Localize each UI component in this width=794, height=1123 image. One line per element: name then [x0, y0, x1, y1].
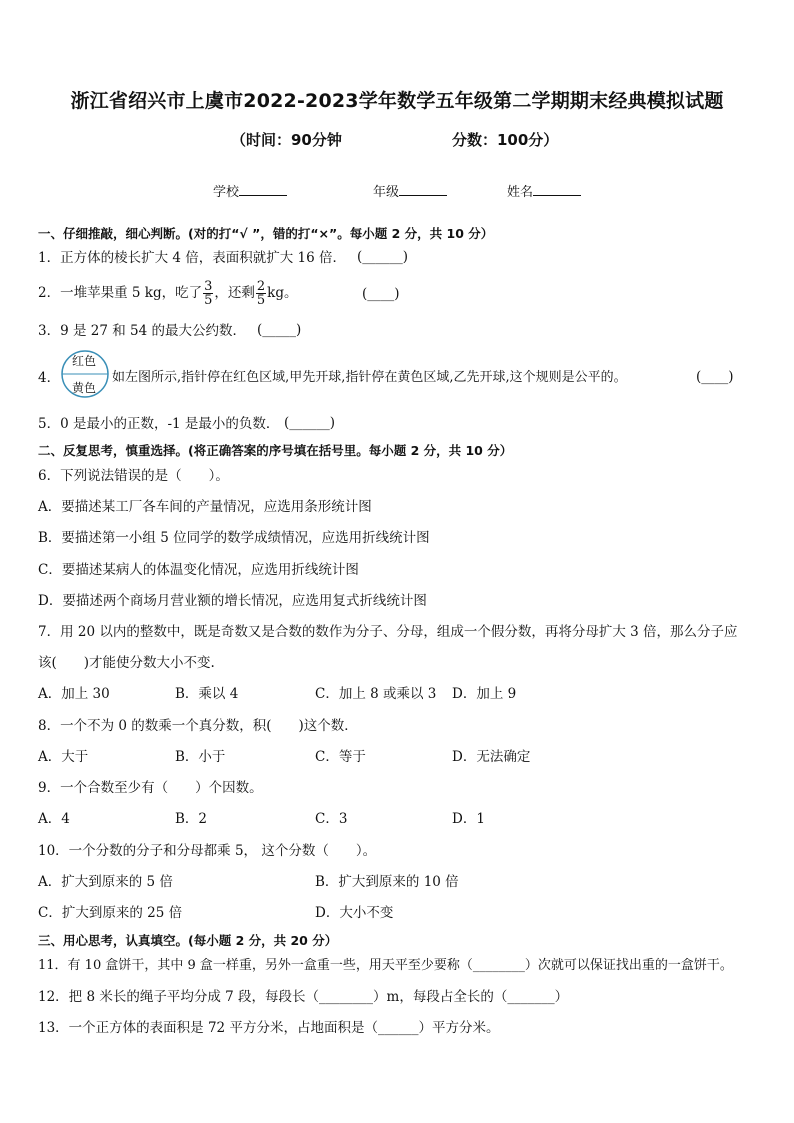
q2-frac1-numerator: 3 [204, 279, 213, 294]
q2-frac1-denominator: 5 [204, 293, 213, 308]
q2-fraction-left [256, 280, 266, 307]
q9-option-b[interactable]: B．2 [175, 811, 208, 827]
q10-text: 10．一个分数的分子和分母都乘 5， 这个分数（ ）。 [38, 843, 377, 859]
q6-text: 6．下列说法错误的是（ ）。 [38, 468, 229, 484]
exam-time: （时间：90分钟 [231, 131, 342, 149]
q5-text: 5．0 是最小的正数，-1 是最小的负数． [38, 416, 280, 432]
q7-text-line2: 该( )才能使分数大小不变. [38, 655, 215, 671]
q10-option-d[interactable]: D．大小不变 [315, 905, 394, 921]
q1-text: 1．正方体的棱长扩大 4 倍，表面积就扩大 16 倍． [38, 250, 347, 266]
q13-text[interactable]: 13．一个正方体的表面积是 72 平方分米，占地面积是（______）平方分米。 [38, 1020, 500, 1036]
q12-text[interactable]: 12．把 8 米长的绳子平均分成 7 段，每段长（________）m，每段占全长的（_______） [38, 989, 569, 1005]
q4-text: 如左图所示,指针停在红色区域,甲先开球,指针停在黄色区域,乙先开球,这个规则是公平的。 [112, 370, 627, 385]
q1-answer-blank[interactable]: (______) [357, 249, 409, 265]
q2-fraction-eaten [203, 280, 213, 307]
school-label: 学校 [213, 185, 240, 200]
section3-heading: 三、用心思考，认真填空。(每小题 2 分，共 20 分） [38, 933, 338, 948]
section2-heading: 二、反复思考，慎重选择。(将正确答案的序号填在括号里。每小题 2 分，共 10 分） [38, 443, 513, 458]
q7-text-line1: 7．用 20 以内的整数中，既是奇数又是合数的数作为分子、分母，组成一个假分数，再将分母扩大 3 倍，那么分子应 [38, 624, 738, 640]
q7-option-d[interactable]: D．加上 9 [452, 686, 517, 702]
q11-text[interactable]: 11．有 10 盒饼干，其中 9 盒一样重，另外一盒重一些，用天平至少要称（________）次就可以保证找出重的一盒饼干。 [38, 958, 733, 973]
q8-text: 8．一个不为 0 的数乘一个真分数，积( )这个数． [38, 718, 358, 734]
grade-field [373, 181, 447, 200]
q4-number: 4． [38, 370, 61, 386]
section1-heading: 一、仔细推敲，细心判断。(对的打“√ ”，错的打“×”。每小题 2 分，共 10 分） [38, 226, 494, 241]
q9-text: 9．一个合数至少有（ ）个因数。 [38, 780, 263, 796]
q3-text: 3．9 是 27 和 54 的最大公约数． [38, 323, 246, 339]
q7-option-a[interactable]: A．加上 30 [38, 686, 110, 702]
q8-option-b[interactable]: B．小于 [175, 749, 226, 765]
name-label: 姓名 [507, 185, 534, 200]
grade-label: 年级 [373, 185, 400, 200]
q9-option-c[interactable]: C．3 [315, 811, 348, 827]
spinner-diagram [60, 349, 110, 399]
q2-part-c: kg。 [267, 285, 298, 301]
q3-answer-blank[interactable]: (_____) [257, 322, 302, 338]
name-field [507, 181, 581, 200]
grade-blank[interactable] [399, 183, 447, 196]
q2-part-b: ，还剩 [214, 285, 255, 301]
q9-option-d[interactable]: D．1 [452, 811, 485, 827]
q10-option-b[interactable]: B．扩大到原来的 10 倍 [315, 874, 459, 890]
q6-option-c[interactable]: C．要描述某病人的体温变化情况，应选用折线统计图 [38, 562, 359, 578]
q4-answer-blank[interactable]: (____) [696, 369, 734, 385]
q2-text [38, 280, 297, 307]
q2-frac2-denominator: 5 [256, 293, 266, 308]
exam-score: 分数：100分） [452, 131, 559, 149]
school-field [213, 181, 287, 200]
q8-option-d[interactable]: D．无法确定 [452, 749, 531, 765]
q2-answer-blank[interactable]: (____) [362, 286, 400, 302]
q10-option-c[interactable]: C．扩大到原来的 25 倍 [38, 905, 183, 921]
q8-option-a[interactable]: A．大于 [38, 749, 89, 765]
q9-option-a[interactable]: A．4 [38, 811, 70, 827]
q6-option-a[interactable]: A．要描述某工厂各车间的产量情况，应选用条形统计图 [38, 499, 372, 515]
spinner-red-label: 红色 [72, 354, 97, 368]
spinner-yellow-label: 黄色 [72, 381, 97, 395]
q2-part-a: 2．一堆苹果重 5 kg，吃了 [38, 285, 203, 301]
school-blank[interactable] [239, 183, 287, 196]
q2-frac2-numerator: 2 [256, 279, 266, 294]
q8-option-c[interactable]: C．等于 [315, 749, 366, 765]
q7-option-b[interactable]: B．乘以 4 [175, 686, 239, 702]
q6-option-b[interactable]: B．要描述第一小组 5 位同学的数学成绩情况，应选用折线统计图 [38, 530, 430, 546]
exam-title: 浙江省绍兴市上虞市2022-2023学年数学五年级第二学期期末经典模拟试题 [70, 90, 724, 112]
q10-option-a[interactable]: A．扩大到原来的 5 倍 [38, 874, 173, 890]
q5-answer-blank[interactable]: (______) [284, 415, 336, 431]
name-blank[interactable] [533, 183, 581, 196]
q6-option-d[interactable]: D．要描述两个商场月营业额的增长情况，应选用复式折线统计图 [38, 593, 427, 609]
q7-option-c[interactable]: C．加上 8 或乘以 3 [315, 686, 437, 702]
